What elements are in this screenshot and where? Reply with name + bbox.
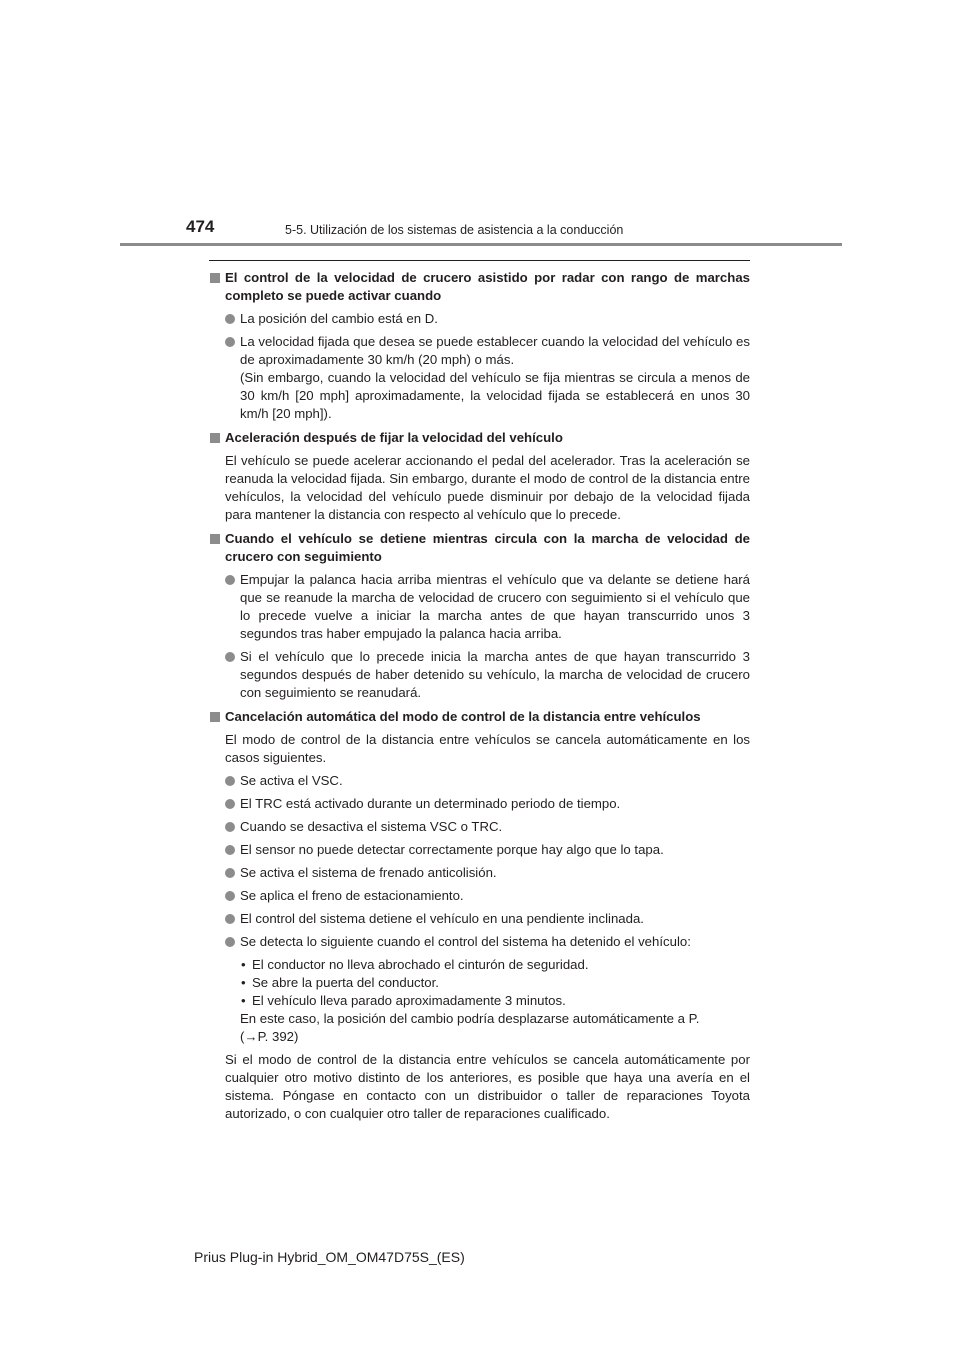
sub-list-item-text: El conductor no lleva abrochado el cinturón de seguridad. — [252, 957, 589, 972]
list-item — [209, 887, 750, 905]
sub-list-item — [240, 974, 750, 992]
page-header — [120, 0, 842, 246]
page-number: 474 — [186, 217, 215, 236]
list-item-text: Si el vehículo que lo precede inicia la marcha antes de que hayan transcurrido 3 segundos después de haber detenido su vehículo, la marcha de velocidad de crucero con seguimiento se reanudará. — [240, 649, 750, 700]
list-item — [209, 864, 750, 882]
list-item — [209, 910, 750, 928]
bullet-dot-icon — [225, 868, 235, 878]
section-heading-text: Cancelación automática del modo de control de la distancia entre vehículos — [225, 709, 701, 724]
sub-list-item — [240, 992, 750, 1010]
square-marker-icon — [210, 534, 220, 544]
bullet-dot-icon — [225, 914, 235, 924]
list-item-text: El sensor no puede detectar correctamente porque hay algo que lo tapa. — [240, 842, 664, 857]
section-activation — [209, 269, 750, 423]
bullet-dot-icon — [225, 575, 235, 585]
list-item — [209, 571, 750, 643]
square-marker-icon — [210, 433, 220, 443]
list-item-text: Cuando se desactiva el sistema VSC o TRC. — [240, 819, 503, 834]
bullet-dot-icon — [225, 845, 235, 855]
section-intro: El modo de control de la distancia entre vehículos se cancela automáticamente en los casos siguientes. — [225, 732, 750, 765]
section-vehicle-stop — [209, 530, 750, 702]
sub-list — [209, 956, 750, 1046]
section-heading-text: Cuando el vehículo se detiene mientras circula con la marcha de velocidad de crucero con seguimiento — [225, 531, 750, 564]
section-heading-text: Aceleración después de fijar la velocidad del vehículo — [225, 430, 563, 445]
list-item — [209, 772, 750, 790]
chapter-title: 5-5. Utilización de los sistemas de asistencia a la conducción — [285, 223, 624, 237]
section-closing: Si el modo de control de la distancia entre vehículos se cancela automáticamente por cualquier otro motivo distinto de los anteriores, es posible que haya una avería en el sistema. Póngase en contacto con un distribuidor o taller de reparaciones Toyota autorizado, o con cualquier otro taller de reparaciones cualificado. — [225, 1052, 750, 1121]
section-heading — [209, 708, 750, 726]
list-item-text: El control del sistema detiene el vehículo en una pendiente inclinada. — [240, 911, 644, 926]
list-item — [209, 818, 750, 836]
list-item-text: La velocidad fijada que desea se puede establecer cuando la velocidad del vehículo es de aproximadamente 30 km/h (20 mph) o más. — [240, 334, 750, 367]
section-paragraph: El vehículo se puede acelerar accionando el pedal del acelerador. Tras la aceleración se reanuda la velocidad fijada. Sin embargo, durante el modo de control de la distancia entre vehículos, la velocidad del vehículo puede disminuir por debajo de la velocidad fijada para mantener la distancia con respecto al vehículo que lo precede. — [225, 453, 750, 522]
list-item-text: El TRC está activado durante un determinado periodo de tiempo. — [240, 796, 621, 811]
list-item-text: Se activa el sistema de frenado anticolisión. — [240, 865, 497, 880]
header-rule — [120, 243, 842, 246]
bullet-dot-icon — [225, 822, 235, 832]
list-item — [209, 841, 750, 859]
section-heading — [209, 429, 750, 447]
square-marker-icon — [210, 712, 220, 722]
bullet-dot-icon — [225, 337, 235, 347]
list-item-text: Se detecta lo siguiente cuando el control del sistema ha detenido el vehículo: — [240, 934, 691, 949]
bullet-dot-icon — [225, 799, 235, 809]
bullet-dot-icon — [225, 937, 235, 947]
main-content — [209, 260, 750, 1129]
sub-list-item-text: Se abre la puerta del conductor. — [252, 975, 439, 990]
section-heading — [209, 530, 750, 566]
list-item — [209, 648, 750, 702]
list-item — [209, 310, 750, 328]
list-item — [209, 333, 750, 423]
sub-bullet-marker: • — [241, 975, 246, 990]
bullet-dot-icon — [225, 891, 235, 901]
list-item-text: La posición del cambio está en D. — [240, 311, 438, 326]
bullet-dot-icon — [225, 314, 235, 324]
page-reference[interactable]: (→P. 392) — [240, 1029, 299, 1044]
sub-list-item-text: El vehículo lleva parado aproximadamente 3 minutos. — [252, 993, 566, 1008]
section-heading — [209, 269, 750, 305]
top-rule — [209, 260, 750, 261]
page-footer: Prius Plug-in Hybrid_OM_OM47D75S_(ES) — [194, 1249, 465, 1265]
section-auto-cancel — [209, 708, 750, 1123]
bullet-dot-icon — [225, 652, 235, 662]
list-item-text: Empujar la palanca hacia arriba mientras el vehículo que va delante se detiene hará que se reanude la marcha de velocidad de crucero con seguimiento si el vehículo que lo precede vuelve a iniciar la marcha antes de que hayan transcurrido unos 3 segundos tras haber empujado la palanca hacia arriba. — [240, 572, 750, 641]
sub-list-note: En este caso, la posición del cambio podría desplazarse automáticamente a P. — [240, 1011, 700, 1026]
list-item-text: Se activa el VSC. — [240, 773, 343, 788]
square-marker-icon — [210, 273, 220, 283]
list-item — [209, 795, 750, 813]
sub-bullet-marker: • — [241, 957, 246, 972]
section-acceleration — [209, 429, 750, 524]
list-item-note: (Sin embargo, cuando la velocidad del vehículo se fija mientras se circula a menos de 30 km/h [20 mph] aproximadamente, la velocidad fijada se establecerá en unos 30 km/h [20 mph]). — [240, 370, 750, 421]
sub-bullet-marker: • — [241, 993, 246, 1008]
list-item-text: Se aplica el freno de estacionamiento. — [240, 888, 464, 903]
section-heading-text: El control de la velocidad de crucero asistido por radar con rango de marchas completo se puede activar cuando — [225, 270, 750, 303]
sub-list-item — [240, 956, 750, 974]
bullet-dot-icon — [225, 776, 235, 786]
list-item — [209, 933, 750, 951]
